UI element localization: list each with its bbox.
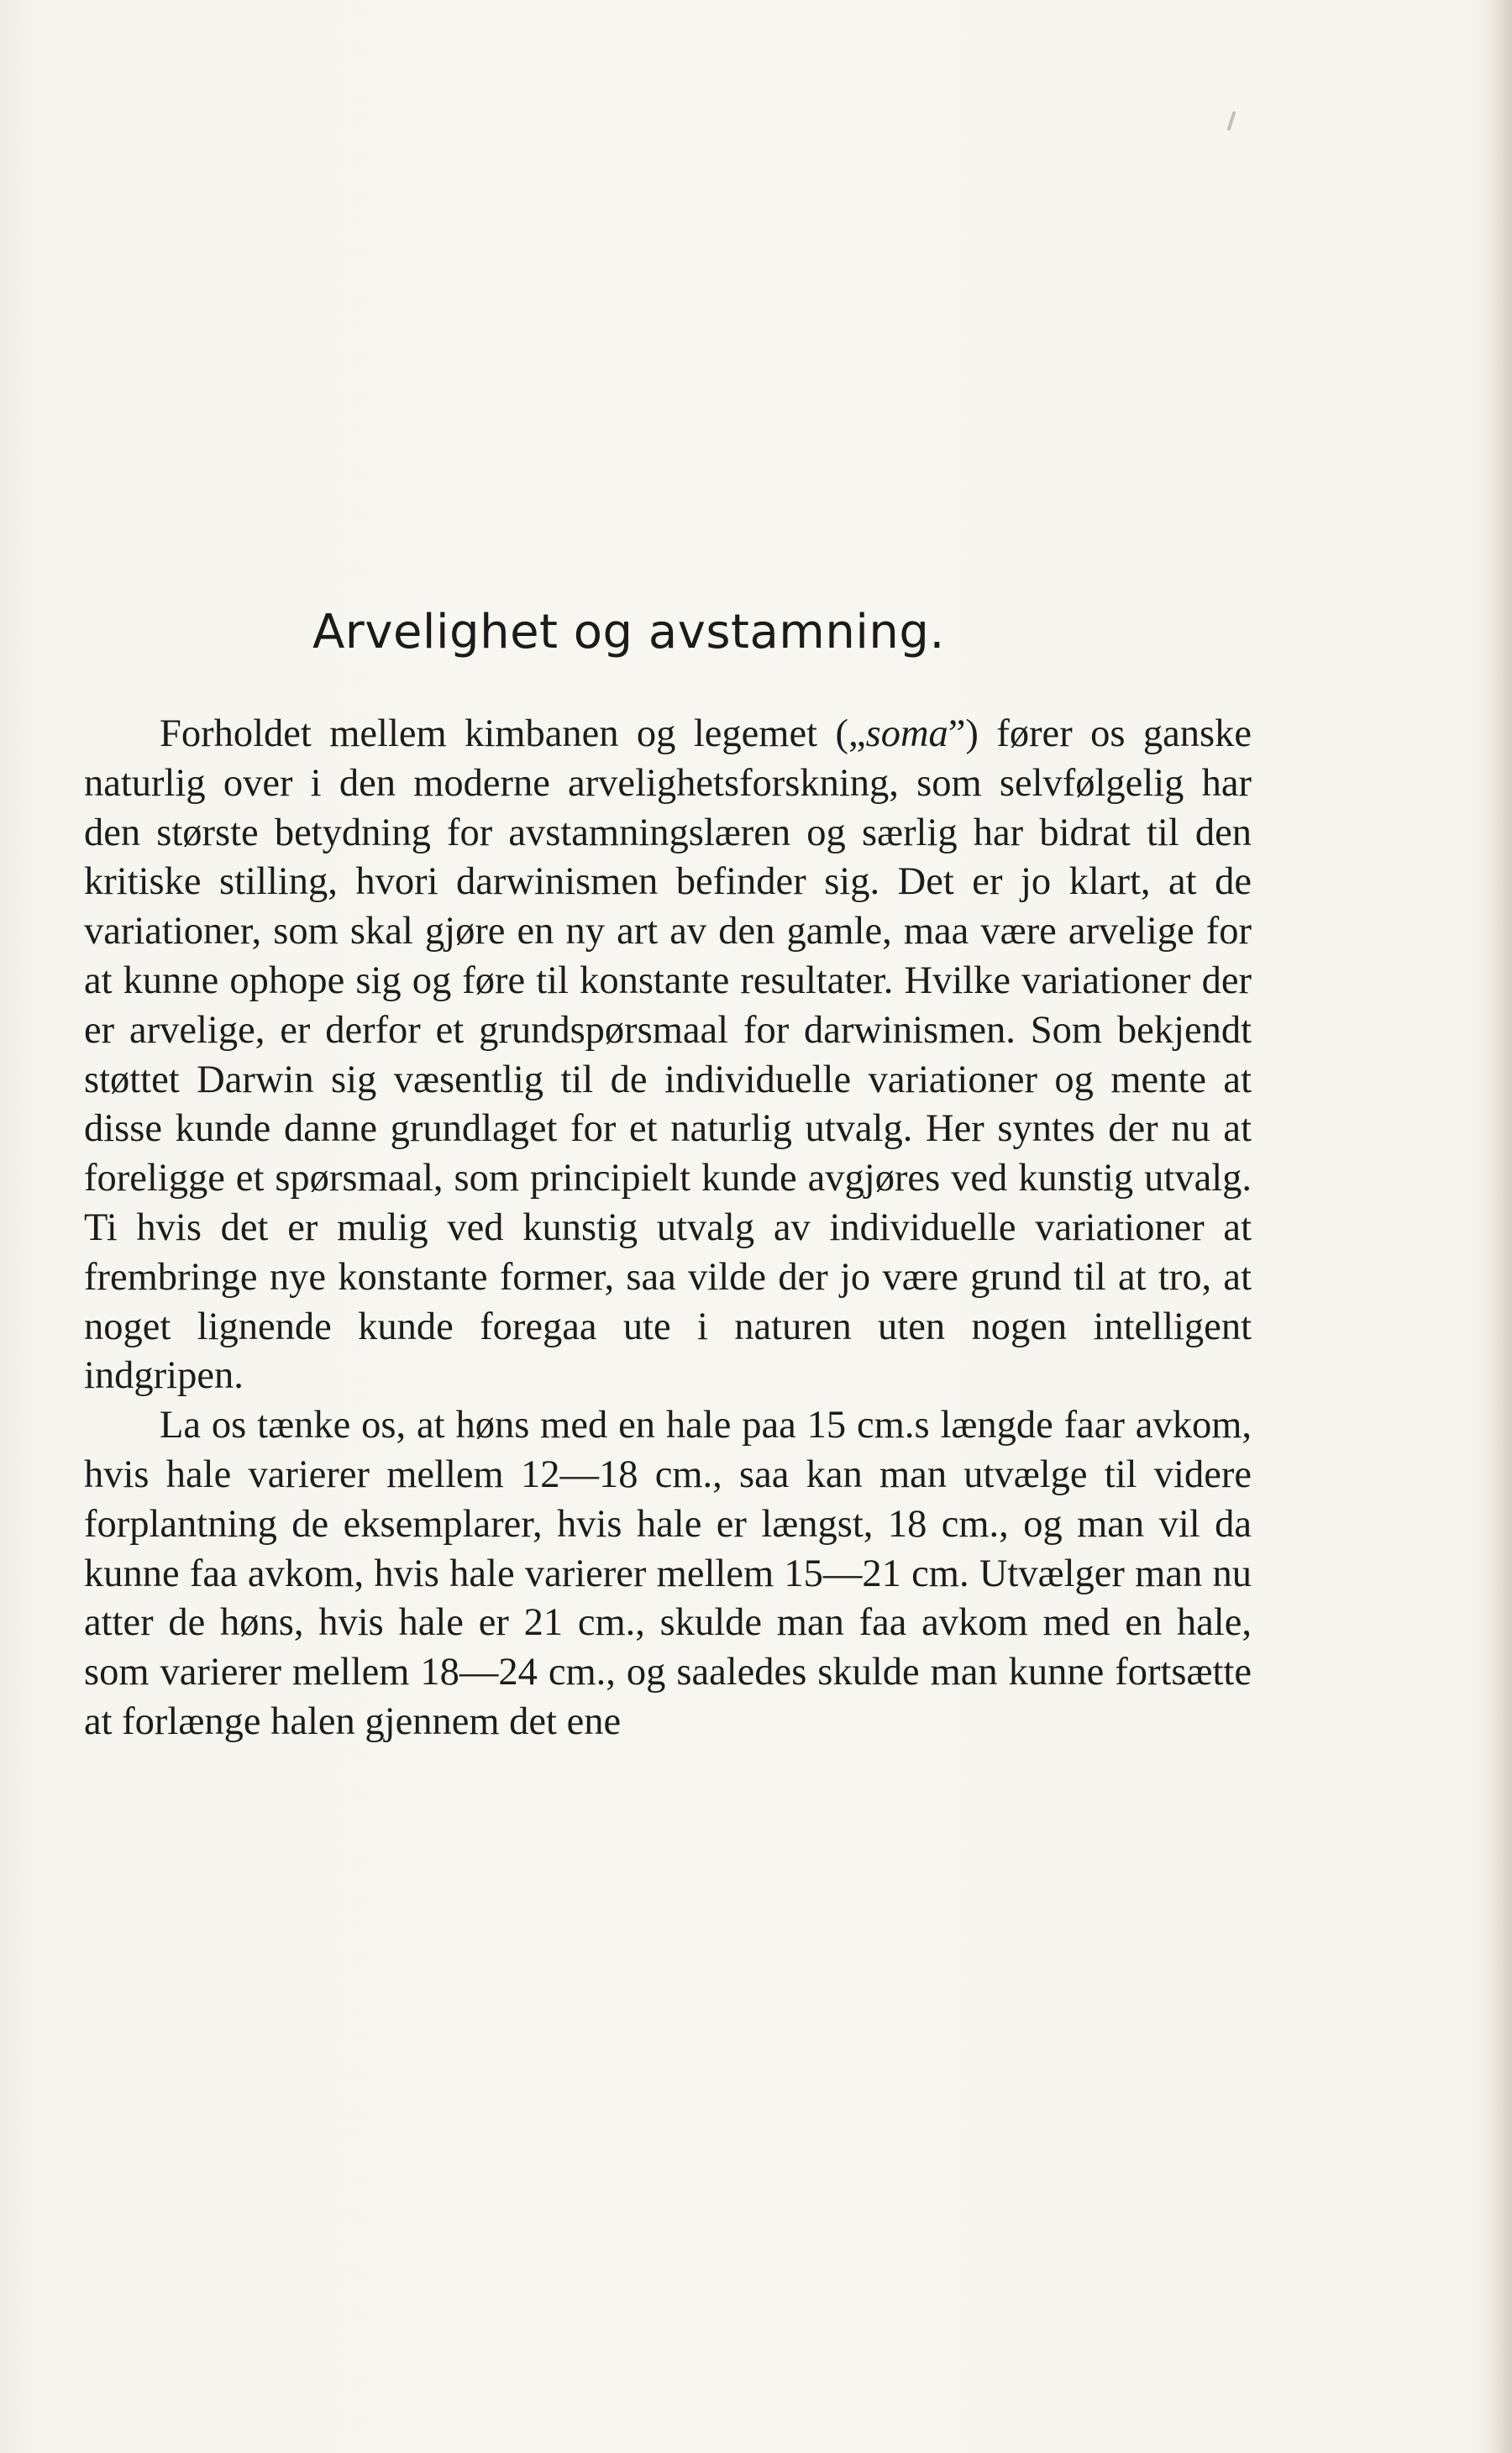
paragraph-heredity-start: Forholdet mellem kimbanen og legemet („ (160, 712, 866, 755)
body-text (84, 710, 1252, 1747)
paragraph-hens-example: La os tænke os, at høns med en hale paa 15 cm.s længde faar avkom, hvis hale varierer mellem 12—18 cm., saa kan man utvælge til videre forplantning de eksemplarer, hvis hale er længst, 18 cm., og man vil da kunne faa avkom, hvis hale varierer mellem 15—21 cm. Utvælger man nu atter de høns, hvis hale er 21 cm., skulde man faa avkom med en hale, som varierer mellem 18—24 cm., og saaledes skulde man kunne fortsætte at forlænge halen gjennem det ene (84, 1404, 1252, 1743)
pencil-mark (1226, 111, 1236, 131)
paragraph-heredity (84, 710, 1252, 1401)
paragraph-heredity-rest: ”) fører os ganske naturlig over i den moderne arvelighetsforskning, som selvfølgelig har den største betydning for avstamningslæren og særlig har bidrat til den kritiske stilling, hvori darwinismen befinder sig. Det er jo klart, at de variationer, som skal gjøre en ny art av den gamle, maa være arvelige for at kunne ophope sig og føre til konstante resultater. Hvilke variationer der er arvelige, er derfor et grundspørsmaal for darwinismen. Som bekjendt støttet Darwin sig væsentlig til de individuelle variationer og mente at disse kunde danne grundlaget for et naturlig utvalg. Her syntes der nu at foreligge et spørsmaal, som principielt kunde avgjøres ved kunstig utvalg. Ti hvis det er mulig ved kunstig utvalg av individuelle variationer at frembringe nye konstante former, saa vilde der jo være grund til at tro, at noget lignende kunde foregaa ute i naturen uten nogen intelligent indgripen. (84, 712, 1252, 1398)
page-edge-shadow (1483, 0, 1512, 2453)
soma-term: soma (865, 712, 948, 755)
page-title: Arvelighet og avstamning. (312, 605, 945, 659)
